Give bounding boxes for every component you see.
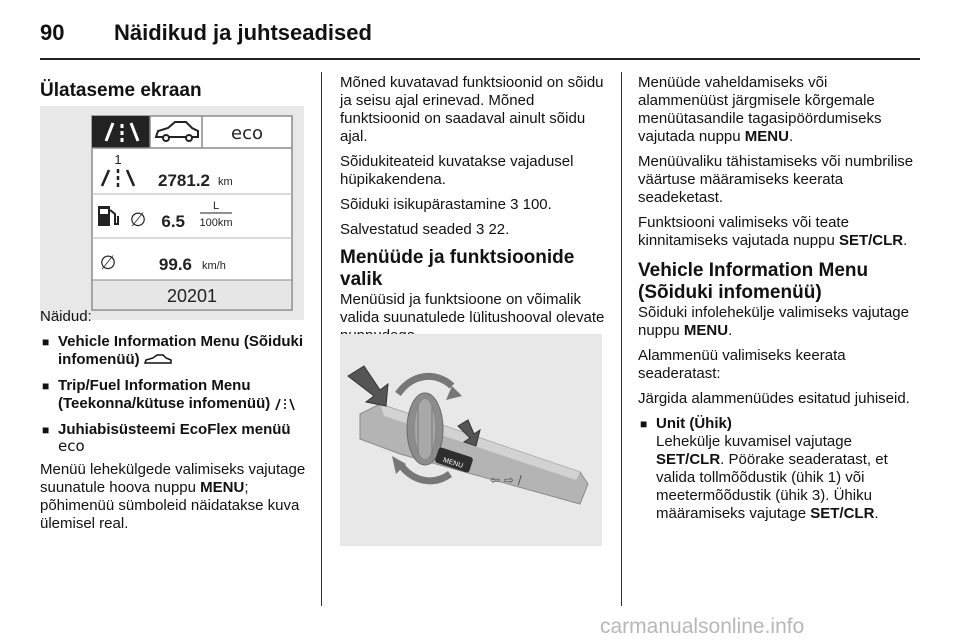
speed-average-symbol: ∅ — [99, 252, 117, 274]
speed-unit: km/h — [202, 260, 226, 272]
column-1 — [40, 74, 310, 102]
set-clr-key-label-3: SET/CLR — [810, 505, 875, 522]
car-icon-inline — [144, 354, 172, 366]
odometer-value: 2781.2 — [158, 171, 210, 190]
fuel-unit-bottom: 100km — [199, 217, 233, 229]
stalk-figure — [340, 334, 602, 546]
menu-key-label-3: MENU — [683, 322, 729, 339]
fuel-unit-top: L — [212, 200, 220, 212]
column-divider-1 — [321, 72, 322, 606]
page-number: 90 — [40, 20, 65, 45]
bullet-vehicle-info-text: Vehicle Information Menu (Sõiduki infomenüü) — [58, 333, 304, 368]
bullet-ecoflex-text: Juhiabisüsteemi EcoFlex menüü — [58, 421, 291, 438]
section-heading-menu-selection: Menüüde ja funktsioonide valik — [340, 247, 575, 290]
personalization-page-ref: 3 100. — [510, 196, 552, 213]
watermark: carmanualsonline.info — [600, 615, 805, 638]
page-title: Näidikud ja juhtseadised — [114, 20, 372, 45]
submenu-paragraph: Alammenüü valimiseks keerata seaderatast: — [638, 347, 846, 382]
set-clr-paragraph: Funktsiooni valimiseks või teate kinnitamiseks vajutada nuppu SET/CLR. — [638, 214, 908, 249]
bullet-ecoflex — [40, 421, 312, 453]
menu-selection-paragraph: Menüüsid ja funktsioone on võimalik valida suunatulede lülitushooval olevate — [340, 291, 605, 326]
vehicle-info-paragraph: Sõiduki infolehekülje valimiseks vajutage nuppu MENU. — [638, 304, 909, 339]
functions-differ-paragraph: Mõned kuvatavad funktsioonid on sõidu ja seisu ajal erinevad. Mõned funktsioonid on saadaval ainult sõidu ajal. — [340, 74, 604, 145]
popup-paragraph: Sõidukiteateid kuvatakse vajadusel hüpikakendena. — [340, 153, 574, 188]
road-icon-inline — [274, 397, 296, 411]
saved-settings-ref — [340, 221, 608, 239]
stalk-menu-label: MENU — [442, 456, 464, 470]
stalk-arrow-marks: ⇦ ⇨ / — [490, 473, 522, 487]
display-illustration — [40, 106, 304, 320]
set-clr-key-label: SET/CLR — [838, 232, 904, 249]
bullet-unit-text-a: Lehekülje kuvamisel vajutage — [656, 433, 852, 450]
readings-label: Näidud: — [40, 308, 92, 325]
display-figure — [40, 106, 304, 320]
menu-pages-paragraph — [40, 461, 312, 533]
section-heading-top-screen: Ülataseme ekraan — [40, 80, 202, 101]
stalk-illustration — [340, 334, 602, 546]
eco-icon: eco — [58, 437, 85, 455]
menu-pages-text: Menüü lehekülgede valimiseks vajutage suunatule hoova nuppu — [40, 461, 306, 496]
bullet-unit-title: ■ Unit (Ühik) — [656, 415, 732, 432]
bullet-unit-text-b: . Pöörake seaderatast, et valida tollmõõdustik (ühik 1) või meetermõõdustik (ühik 3). Ühiku määramiseks vajutage — [656, 451, 888, 522]
personalization-text: Sõiduki isikupärastamine — [340, 196, 506, 213]
trip-index: 1 — [114, 152, 122, 167]
header-rule — [40, 58, 920, 60]
dial-paragraph: Menüüvaliku tähistamiseks või numbrilise väärtuse määramiseks keerata seadeketast. — [638, 153, 914, 206]
column-2 — [340, 74, 608, 352]
page-header — [40, 12, 920, 52]
speed-value: 99.6 — [158, 255, 192, 274]
follow-instructions-paragraph: Järgida alammenüüdes esitatud juhiseid. — [638, 390, 910, 407]
menu-key-label-2: MENU — [744, 128, 789, 145]
fuel-average-symbol: ∅ — [129, 209, 147, 231]
personalization-ref — [340, 196, 608, 214]
section-heading-vehicle-info: Vehicle Information Menu (Sõiduki infomenüü) — [638, 260, 869, 303]
menu-key-label: MENU — [200, 479, 245, 496]
bullet-trip-fuel-text: Trip/Fuel Information Menu (Teekonna/kütuse infomenüü) — [58, 377, 271, 412]
bullet-unit: ■ Unit (Ühik) Lehekülje kuvamisel vajutage SET/CLR. Pöörake seaderatast, et valida tollmõõdustik (ühik 1) või meetermõõdustik (ühik 3). Ühiku määramiseks vajutage SET/CLR. — [638, 415, 916, 523]
menu-switch-text: Menüüde vaheldamiseks või alammenüüst järgmisele kõrgemale menüütasandile tagasipöördumiseks vajutada nuppu — [638, 74, 882, 145]
bullet-trip-fuel — [40, 377, 312, 413]
eco-tab-label: eco — [231, 123, 263, 144]
odometer-unit: km — [218, 176, 233, 188]
bullet-vehicle-info — [40, 333, 312, 369]
set-clr-key-label-2: SET/CLR — [656, 451, 721, 468]
column-3 — [638, 74, 916, 529]
display-footer-value: 20201 — [166, 286, 218, 306]
menu-pages-tail: ; põhimenüü sümboleid näidatakse kuva ülemisel real. — [40, 479, 300, 532]
saved-settings-page-ref: 3 22. — [475, 221, 510, 238]
column-1-text — [40, 308, 312, 540]
set-clr-text: Funktsiooni valimiseks või teate kinnitamiseks vajutada nuppu — [638, 214, 849, 249]
saved-settings-text: Salvestatud seaded — [340, 221, 472, 238]
column-divider-2 — [621, 72, 622, 606]
menu-switch-paragraph: Menüüde vaheldamiseks või alammenüüst järgmisele kõrgemale menüütasandile tagasipöördumiseks vajutada nuppu MENU. — [638, 74, 882, 145]
fuel-value: 6.5 — [161, 212, 185, 231]
vehicle-info-text: Sõiduki infolehekülje valimiseks vajutage nuppu — [638, 304, 909, 339]
